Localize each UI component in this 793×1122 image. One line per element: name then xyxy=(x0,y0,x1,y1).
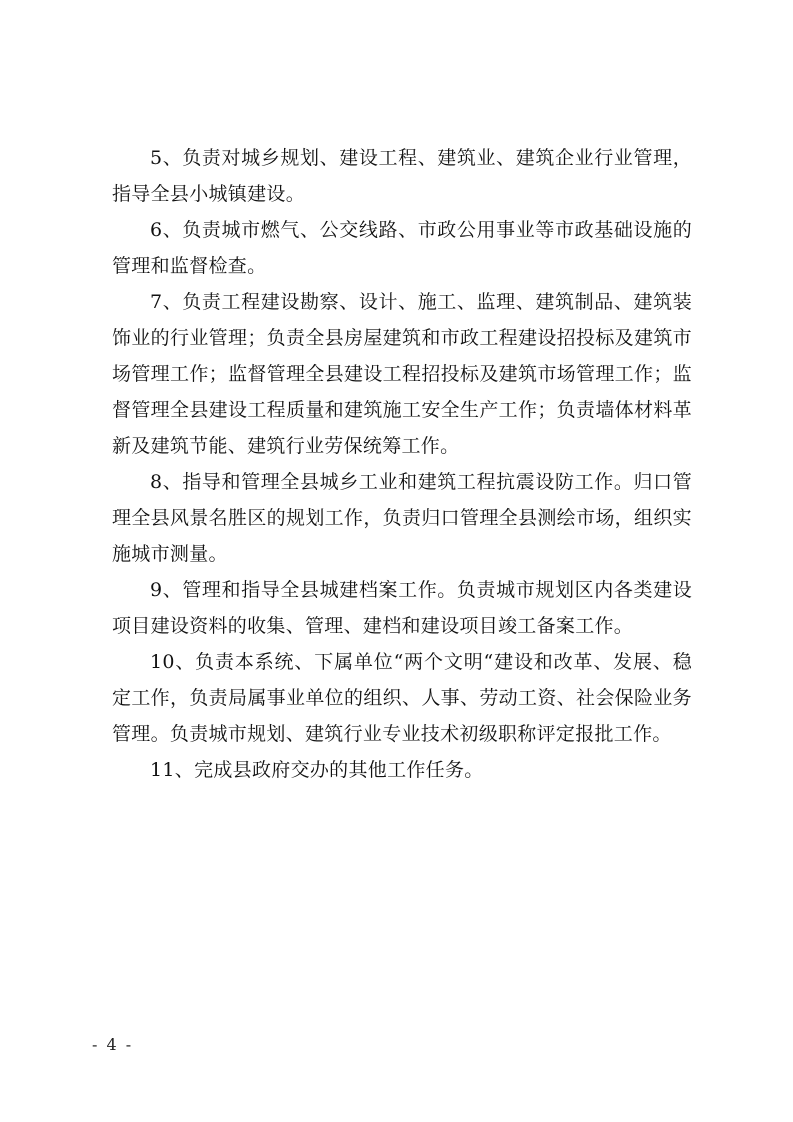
paragraph-item-7: 7、负责工程建设勘察、设计、施工、监理、建筑制品、建筑装饰业的行业管理；负责全县房屋建筑和市政工程建设招投标及建筑市场管理工作；监督管理全县建设工程招投标及建筑市场管理工作；监督管理全县建设工程质量和建筑施工安全生产工作；负责墙体材料革新及建筑节能、建筑行业劳保统筹工作。 xyxy=(112,291,692,457)
paragraph-item-10: 10、负责本系统、下属单位“两个文明“建设和改革、发展、稳定工作，负责局属事业单位的组织、人事、劳动工资、社会保险业务管理。负责城市规划、建筑行业专业技术初级职称评定报批工作。 xyxy=(112,651,692,745)
paragraph-item-8: 8、指导和管理全县城乡工业和建筑工程抗震设防工作。归口管理全县风景名胜区的规划工作，负责归口管理全县测绘市场，组织实施城市测量。 xyxy=(112,471,692,565)
paragraph-item-5: 5、负责对城乡规划、建设工程、建筑业、建筑企业行业管理，指导全县小城镇建设。 xyxy=(112,147,692,205)
document-body xyxy=(112,140,692,788)
paragraph-item-6: 6、负责城市燃气、公交线路、市政公用事业等市政基础设施的管理和监督检查。 xyxy=(112,219,692,277)
page-number: - 4 - xyxy=(92,1035,134,1054)
paragraph-item-9: 9、管理和指导全县城建档案工作。负责城市规划区内各类建设项目建设资料的收集、管理、建档和建设项目竣工备案工作。 xyxy=(112,579,692,637)
paragraph-item-11: 11、完成县政府交办的其他工作任务。 xyxy=(150,759,484,781)
